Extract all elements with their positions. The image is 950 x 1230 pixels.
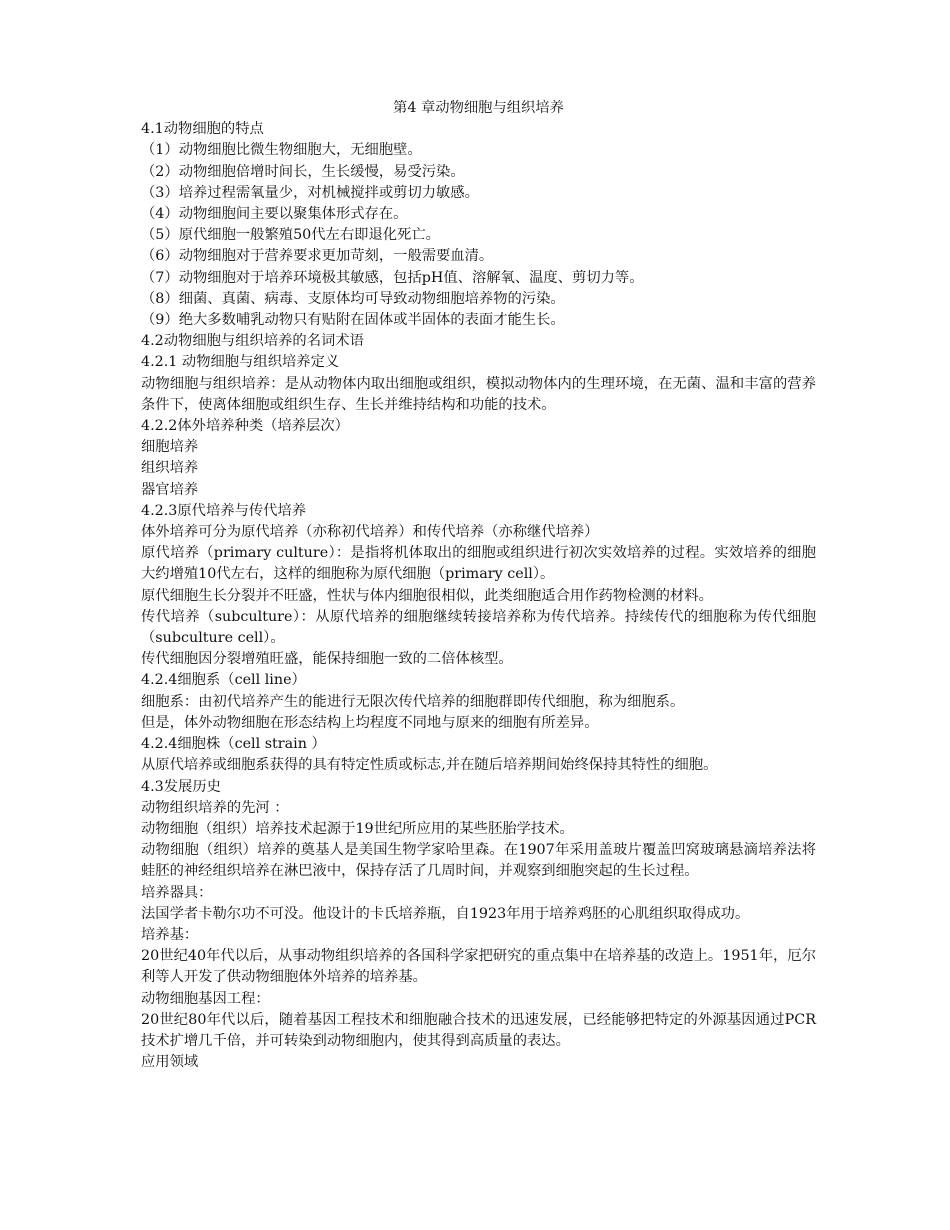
paragraph: 原代培养（primary culture）：是指将机体取出的细胞或组织进行初次实效培养的过程。实效培养的细胞大约增殖10代左右，这样的细胞称为原代细胞（primary cell）。	[141, 545, 816, 583]
text-line: （2）动物细胞倍增时间长，生长缓慢，易受污染。	[141, 163, 465, 180]
text-line: （4）动物细胞间主要以聚集体形式存在。	[141, 206, 408, 223]
paragraph: 动物细胞（组织）培养的奠基人是美国生物学家哈里森。在1907年采用盖玻片覆盖凹窝玻璃悬滴培养法将蛙胚的神经组织培养在淋巴液中，保持存活了几周时间，并观察到细胞突起的生长过程。	[141, 842, 816, 880]
document-blocks	[141, 119, 816, 1073]
text-line: 4.3发展历史	[141, 778, 221, 795]
text-line: （3）培养过程需氧量少，对机械搅拌或剪切力敏感。	[141, 184, 479, 201]
text-line: 4.2.1 动物细胞与组织培养定义	[141, 354, 340, 371]
text-line: 4.2.4细胞系（cell line）	[141, 672, 306, 689]
text-line: 4.2.2体外培养种类（培养层次）	[141, 418, 349, 435]
text-line: 动物细胞基因工程：	[141, 990, 270, 1007]
paragraph: 20世纪40年代以后，从事动物组织培养的各国科学家把研究的重点集中在培养基的改造上。1951年，厄尔利等人开发了供动物细胞体外培养的培养基。	[141, 948, 816, 986]
text-line: 体外培养可分为原代培养（亦称初代培养）和传代培养（亦称继代培养）	[141, 524, 599, 541]
text-line: （6）动物细胞对于营养要求更加苛刻，一般需要血清。	[141, 248, 494, 265]
text-line: 4.2动物细胞与组织培养的名词术语	[141, 333, 364, 350]
paragraph: 动物细胞与组织培养：是从动物体内取出细胞或组织，模拟动物体内的生理环境，在无菌、温和丰富的营养条件下，使离体细胞或组织生存、生长并维持结构和功能的技术。	[141, 375, 816, 413]
text-line: 4.1动物细胞的特点	[141, 121, 264, 138]
text-line: 细胞培养	[141, 439, 199, 456]
text-line: （5）原代细胞一般繁殖50代左右即退化死亡。	[141, 227, 440, 244]
document-title: 第4 章动物细胞与组织培养	[393, 100, 564, 116]
paragraph: 20世纪80年代以后，随着基因工程技术和细胞融合技术的迅速发展，已经能够把特定的外源基因通过PCR 技术扩增几千倍，并可转染到动物细胞内，使其得到高质量的表达。	[141, 1011, 816, 1049]
text-line: 但是，体外动物细胞在形态结构上均程度不同地与原来的细胞有所差异。	[141, 714, 599, 731]
text-line: 培养基：	[141, 926, 199, 943]
text-line: 器官培养	[141, 481, 199, 498]
text-line: （7）动物细胞对于培养环境极其敏感，包括pH值、溶解氧、温度、剪切力等。	[141, 269, 644, 286]
text-line: （1）动物细胞比微生物细胞大，无细胞壁。	[141, 142, 422, 159]
text-line: 传代细胞因分裂增殖旺盛，能保持细胞一致的二倍体核型。	[141, 651, 513, 668]
text-line: 4.2.4细胞株（cell strain ）	[141, 736, 326, 753]
text-line: 法国学者卡勒尔功不可没。他设计的卡氏培养瓶，自1923年用于培养鸡胚的心肌组织取得成功。	[141, 905, 750, 922]
document-body	[141, 98, 816, 1073]
text-line: 培养器具：	[141, 884, 213, 901]
text-line: 4.2.3原代培养与传代培养	[141, 502, 307, 519]
text-line: 应用领域	[141, 1054, 199, 1071]
text-line: （8）细菌、真菌、病毒、支原体均可导致动物细胞培养物的污染。	[141, 290, 565, 307]
text-line: 动物细胞（组织）培养技术起源于19世纪所应用的某些胚胎学技术。	[141, 820, 574, 837]
text-line: 动物组织培养的先河 ：	[141, 799, 289, 816]
text-line: 原代细胞生长分裂并不旺盛，性状与体内细胞很相似，此类细胞适合用作药物检测的材料。	[141, 587, 713, 604]
text-line: （9）绝大多数哺乳动物只有贴附在固体或半固体的表面才能生长。	[141, 312, 565, 329]
paragraph: 传代培养（subculture）：从原代培养的细胞继续转接培养称为传代培养。持续传代的细胞称为传代细胞（subculture cell）。	[141, 608, 816, 647]
text-line: 从原代培养或细胞系获得的具有特定性质或标志,并在随后培养期间始终保持其特性的细胞。	[141, 757, 718, 774]
text-line: 细胞系：由初代培养产生的能进行无限次传代培养的细胞群即传代细胞，称为细胞系。	[141, 693, 685, 710]
text-line: 组织培养	[141, 460, 199, 477]
